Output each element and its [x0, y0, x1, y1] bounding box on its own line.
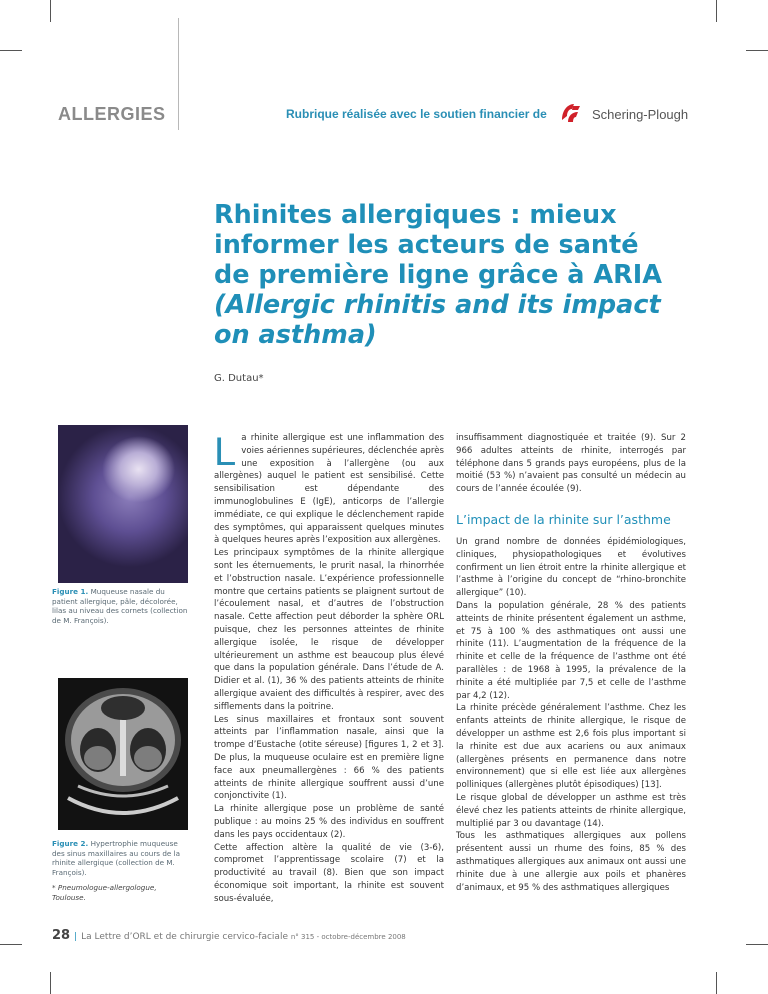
paragraph: Les sinus maxillaires et frontaux sont souvent atteints par l’inflammation nasale, ainsi que la trompe d’Eustache (otite séreuse) [figures 1, 2 et 3]. De plus, la muqueuse oculaire est en première ligne face aux pneumallergènes : 66 % des patients atteints de rhinite allergique souffrent aussi d’une conjonctivite (1).: [214, 714, 444, 802]
crop-mark: [0, 50, 22, 51]
figure-2-ct-scan-image: [58, 678, 188, 830]
crop-mark: [746, 944, 768, 945]
page-footer: [52, 928, 406, 943]
body-column-1: [214, 432, 444, 905]
crop-mark: [50, 0, 51, 22]
paragraph: Un grand nombre de données épidémiologiques, cliniques, physiopathologiques et évolutives confirment un lien étroit entre la rhinite allergique et l’asthme à l’origine du concept de “rhino-bronchite allergique” (10).: [456, 536, 686, 599]
article-author: G. Dutau*: [214, 373, 264, 384]
figure-2-label: Figure 2.: [52, 839, 89, 848]
section-heading: L’impact de la rhinite sur l’asthme: [456, 511, 671, 527]
crop-mark: [50, 972, 51, 994]
footer-separator: |: [74, 932, 78, 942]
article-title-sub: (Allergic rhinitis and its impact on asthma): [214, 290, 661, 350]
journal-name: La Lettre d’ORL et de chirurgie cervico-faciale: [81, 932, 288, 942]
paragraph: La rhinite précède généralement l’asthme. Chez les enfants atteints de rhinite allergique, le risque de développer un asthme est 2,6 fois plus important si la rhinite est due aux acariens ou aux animaux (allergènes présents en permanence dans notre environnement) que si elle est liée aux allergènes polliniques (allergènes plutôt épisodiques) [13].: [456, 703, 686, 791]
crop-mark: [716, 0, 717, 22]
figure-2-caption-text: Hypertrophie muqueuse des sinus maxillaires au cours de la rhinite allergique (collection de M. François).: [52, 839, 180, 877]
paragraph: insuffisamment diagnostiquée et traitée (9). Sur 2 966 adultes atteints de rhinite, interrogés par téléphone dans 5 grands pays européens, plus de la moitié (53 %) n’avaient pas consulté un médecin au cours de l’année écoulée (9).: [456, 433, 686, 495]
sponsor-name: Schering-Plough: [592, 107, 689, 122]
page-number: 28: [52, 928, 71, 943]
article-title-main: Rhinites allergiques : mieux informer les acteurs de santé de première ligne grâce à ARIA: [214, 200, 662, 290]
paragraph: Dans la population générale, 28 % des patients atteints de rhinite présentent également un asthme, et 75 à 100 % des asthmatiques ont aussi une rhinite (11). L’augmentation de la fréquence de la rhinite et celle de la fréquence de l’asthme ont été parallèles : de 1968 à 1995, la prévalence de la rhinite a été multipliée par 7,5 et celle de l’asthme par 4,2 (12).: [456, 600, 686, 701]
author-affiliation: * Pneumologue-allergologue, Toulouse.: [52, 883, 157, 902]
figure-2-caption: [52, 839, 190, 877]
paragraph-text: a rhinite allergique est une inflammation des voies aériennes supérieures, déclenchée après une exposition à l’allergène (ou aux allergènes) auquel le patient est sensibilisé. Cette sensibilisation est dépendante des immunoglobulines E (IgE), anticorps de l’allergie immédiate, ce qui explique le déclenchement rapide des symptômes, qui apparaissent quelques minutes à quelques heures après l’exposition aux allergènes.: [214, 433, 444, 546]
paragraph: Cette affection altère la qualité de vie (3-6), compromet l’apprentissage scolaire (7) et la productivité au travail (8). Bien que son impact économique soit important, la rhinite est souvent sous-évaluée,: [214, 842, 444, 904]
paragraph: [214, 432, 444, 547]
figure-1-label: Figure 1.: [52, 587, 89, 596]
section-label: ALLERGIES: [58, 104, 166, 124]
article-title: [214, 200, 674, 350]
journal-issue: n° 315 - octobre-décembre 2008: [290, 933, 406, 941]
crop-mark: [0, 944, 22, 945]
paragraph: Les principaux symptômes de la rhinite allergique sont les éternuements, le prurit nasal, la rhinorrhée et l’obstruction nasale. L’expérience professionnelle montre que certains patients se plaignent surtout de l’écoulement nasal, et d’autres de l’obstruction nasale. Cette affection peut déborder la sphère ORL puisque, chez les personnes atteintes de rhinite allergique isolée, le risque de développer ultérieurement un asthme est beaucoup plus élevé que dans la population générale. Dans l’étude de A. Didier et al. (1), 36 % des patients atteints de rhinite allergique avaient des difficultés à respirer, avec des sifflements dans la poitrine.: [214, 548, 444, 712]
paragraph: La rhinite allergique pose un problème de santé publique : au moins 25 % des individus en souffrent dans les pays occidentaux (2).: [214, 804, 444, 840]
sponsor-text: Rubrique réalisée avec le soutien financier de: [286, 107, 547, 121]
schering-plough-logo-icon: [558, 100, 584, 126]
paragraph: Tous les asthmatiques allergiques aux pollens présentent aussi un rhume des foins, 85 % des asthmatiques allergiques aux animaux ont aussi une rhinite due à une allergie aux poils et phanères d’animaux, et 95 % des asthmatiques allergiques: [456, 831, 686, 893]
drop-cap: L: [214, 430, 237, 474]
paragraph: Le risque global de développer un asthme est très élevé chez les patients atteints de rhinite allergique, multiplié par 3 ou davantage (14).: [456, 792, 686, 829]
crop-mark: [746, 50, 768, 51]
figure-1-caption: [52, 587, 190, 625]
crop-mark: [716, 972, 717, 994]
figure-1-nasal-mucosa-image: [58, 425, 188, 583]
body-column-2: [456, 432, 686, 894]
figure-1-caption-text: Muqueuse nasale du patient allergique, pâle, décolorée, lilas au niveau des cornets (collection de M. François).: [52, 587, 188, 625]
header-divider: [178, 18, 179, 130]
